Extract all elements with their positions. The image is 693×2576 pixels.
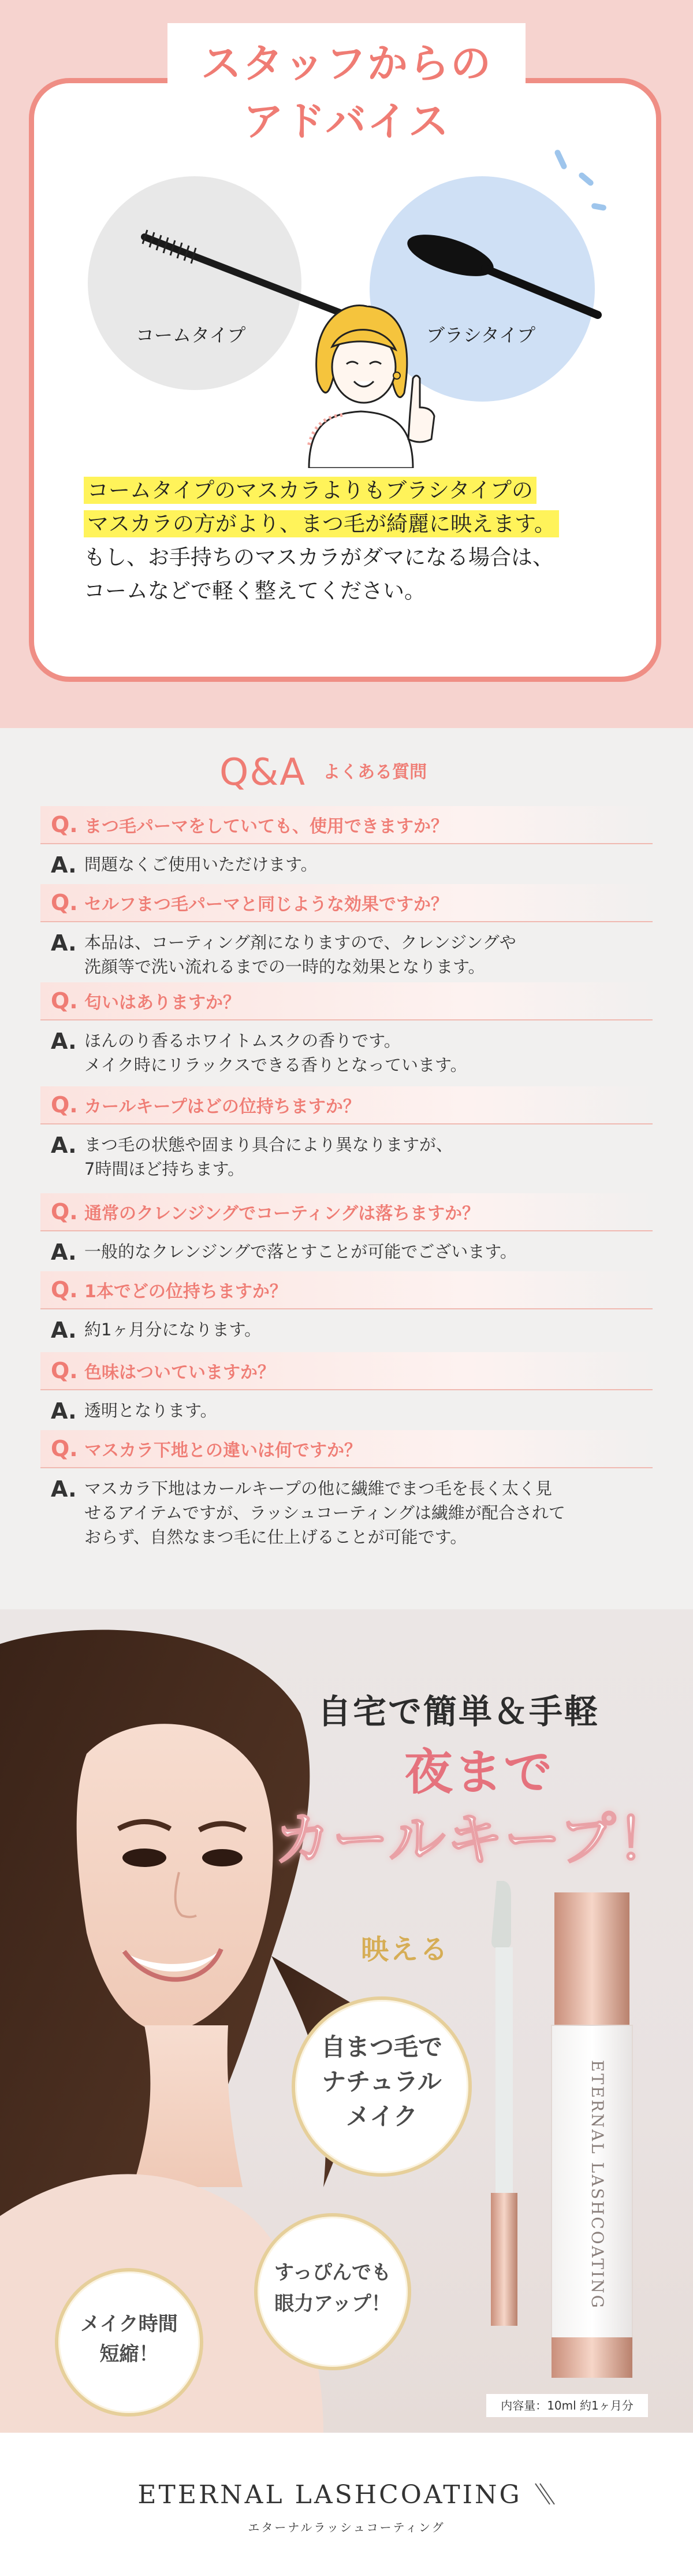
answer-text: まつ毛の状態や固まり具合により異なりますが、	[84, 1135, 453, 1155]
qa-item	[40, 1086, 653, 1181]
a-mark: A.	[51, 1133, 77, 1158]
q-mark: Q.	[51, 988, 78, 1014]
qa-heading	[219, 751, 427, 803]
qa-subtitle: よくある質問	[323, 762, 427, 782]
bubble-text: 自まつ毛で	[321, 2033, 442, 2061]
answer-text: せるアイテムですが、ラッシュコーティングは繊維が配合されて	[84, 1503, 565, 1523]
answer-text: マスカラ下地はカールキープの他に繊維でまつ毛を長く太く見	[84, 1479, 552, 1498]
answer-row	[40, 1390, 653, 1424]
bubble-text: メイク	[345, 2102, 418, 2130]
answer-row	[40, 1309, 653, 1343]
advice-text-line3: もし、お手持ちのマスカラがダマになる場合は、	[84, 545, 554, 570]
answer-row	[40, 1124, 653, 1181]
brand-logo	[0, 2480, 693, 2510]
answer-row	[40, 1020, 653, 1077]
answer-row	[40, 1468, 653, 1549]
q-mark: Q.	[51, 1092, 78, 1118]
question-text: まつ毛パーマをしていても、使用できますか？	[84, 816, 448, 837]
answer-text: 7時間ほど持ちます。	[84, 1159, 245, 1179]
comb-type-label: コームタイプ	[136, 324, 246, 346]
feature-bubble-natural	[292, 1996, 472, 2177]
answer-text: ほんのり香るホワイトムスクの香りです。	[84, 1031, 401, 1051]
a-mark: A.	[51, 1239, 77, 1265]
advice-text-line1: コームタイプのマスカラよりもブラシタイプの	[84, 477, 536, 504]
qa-item	[40, 884, 653, 979]
question-row	[40, 1430, 653, 1468]
q-mark: Q.	[51, 1358, 78, 1383]
bubble-text: 眼力アップ！	[274, 2292, 391, 2315]
q-mark: Q.	[51, 1436, 78, 1461]
question-text: セルフまつ毛パーマと同じような効果ですか？	[84, 894, 448, 915]
advice-title	[167, 35, 526, 150]
answer-row	[40, 844, 653, 878]
product-headline-3: カールキープ！	[274, 1807, 675, 1873]
answer-text: メイク時にリラックスできる香りとなっています。	[84, 1055, 467, 1075]
advice-text-line2: マスカラの方がより、まつ毛が綺麗に映えます。	[84, 510, 559, 537]
question-row	[40, 1271, 653, 1309]
question-text: カールキープはどの位持ちますか？	[84, 1097, 360, 1117]
qa-item	[40, 982, 653, 1077]
a-mark: A.	[51, 852, 77, 878]
staff-illustration	[274, 277, 448, 468]
bubble-text: ナチュラル	[322, 2068, 442, 2096]
qa-item	[40, 1271, 653, 1343]
answer-text: 問題なくご使用いただけます。	[84, 855, 318, 874]
feature-bubble-time	[55, 2268, 203, 2417]
question-row	[40, 1352, 653, 1390]
q-mark: Q.	[51, 1277, 78, 1302]
feature-bubble-eye	[254, 2213, 411, 2370]
question-text: 1本でどの位持ちますか？	[84, 1282, 287, 1302]
answer-text: 透明となります。	[84, 1401, 217, 1420]
badge-eye-catch: 映える	[361, 1933, 450, 1966]
advice-title-block	[167, 23, 526, 168]
qa-item	[40, 1193, 653, 1265]
answer-row	[40, 922, 653, 979]
answer-text: 本品は、コーティング剤になりますので、クレンジングや	[84, 933, 516, 952]
product-headline-2: 夜まで	[404, 1744, 554, 1801]
question-row	[40, 1086, 653, 1124]
question-text: 色味はついていますか？	[84, 1363, 275, 1383]
product-tube-image	[462, 1881, 670, 2389]
bubble-text: メイク時間	[80, 2313, 178, 2336]
bubble-text: 短縮！	[99, 2343, 159, 2366]
a-mark: A.	[51, 1398, 77, 1424]
question-text: マスカラ下地との違いは何ですか？	[84, 1441, 362, 1461]
answer-text: 洗顔等で洗い流れるまでの一時的な効果となります。	[84, 957, 485, 977]
advice-title-line2: アドバイス	[243, 98, 450, 145]
brand-name: ETERNAL LASHCOATING	[137, 2480, 522, 2510]
qa-item	[40, 806, 653, 878]
a-mark: A.	[51, 930, 77, 956]
advice-text-line4: コームなどで軽く整えてください。	[84, 578, 426, 603]
question-text: 通常のクレンジングでコーティングは落ちますか？	[84, 1204, 480, 1224]
answer-text: 約1ヶ月分になります。	[84, 1320, 262, 1339]
qa-title: Q&A	[219, 751, 307, 794]
brush-type-label: ブラシタイプ	[426, 324, 536, 346]
question-row	[40, 982, 653, 1020]
question-row	[40, 1193, 653, 1231]
advice-text	[84, 474, 627, 608]
q-mark: Q.	[51, 890, 78, 915]
tube-label: ETERNAL LASHCOATING	[588, 2060, 607, 2310]
brand-kana: エターナルラッシュコーティング	[248, 2521, 445, 2534]
bubble-text: すっぴんでも	[274, 2261, 391, 2284]
a-mark: A.	[51, 1029, 77, 1054]
a-mark: A.	[51, 1317, 77, 1343]
qa-item	[40, 1430, 653, 1549]
answer-row	[40, 1231, 653, 1265]
question-text: 匂いはありますか？	[84, 993, 240, 1013]
question-row	[40, 806, 653, 844]
brand-slash-icon	[532, 2482, 556, 2506]
product-headline-1: 自宅で簡単＆手軽	[318, 1692, 600, 1731]
answer-text: おらず、自然なまつ毛に仕上げることが可能です。	[84, 1527, 467, 1547]
advice-title-line1: スタッフからの	[201, 40, 492, 87]
qa-item	[40, 1352, 653, 1424]
capacity-label: 内容量：10ml 約1ヶ月分	[486, 2394, 648, 2417]
q-mark: Q.	[51, 812, 78, 837]
answer-text: 一般的なクレンジングで落とすことが可能でございます。	[84, 1242, 517, 1261]
a-mark: A.	[51, 1476, 77, 1502]
question-row	[40, 884, 653, 922]
q-mark: Q.	[51, 1199, 78, 1224]
